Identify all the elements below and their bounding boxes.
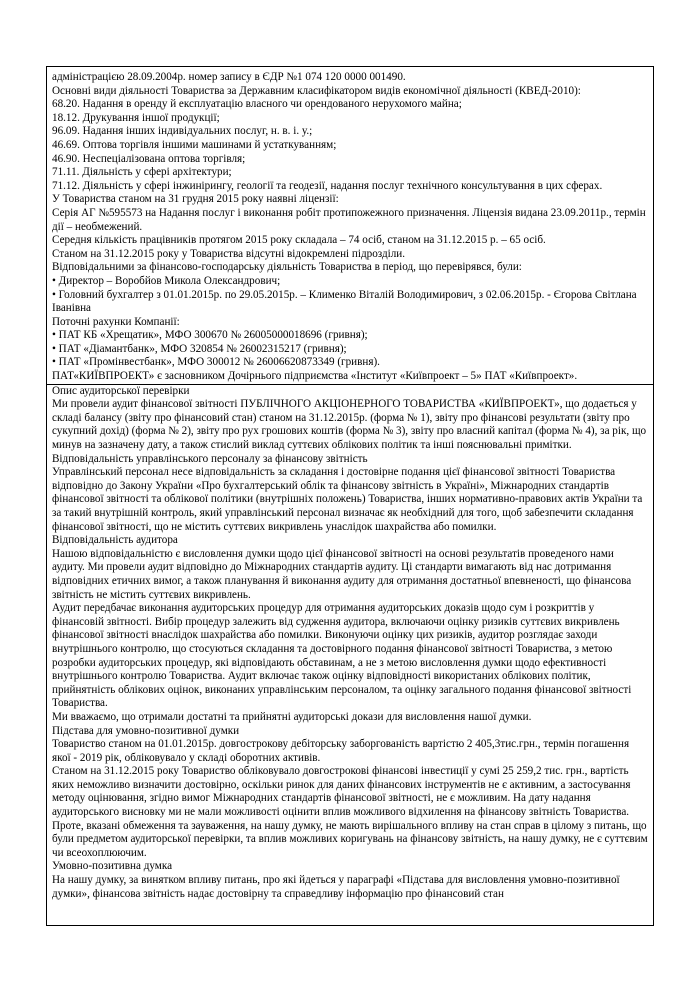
audit-evidence-paragraph: Ми вважаємо, що отримали достатні та прийнятні аудиторські докази для висловлення нашої думки. xyxy=(52,710,532,723)
accounts-heading: Поточні рахунки Компанії: xyxy=(52,315,180,328)
registration-line: адміністрацією 28.09.2004р. номер запису в ЄДР №1 074 120 0000 001490. xyxy=(52,71,406,83)
activity-item: 71.12. Діяльність у сфері інжинірингу, геології та геодезії, надання послуг технічного консультування в цих сферах. xyxy=(52,179,603,192)
activity-item: 68.20. Надання в оренду й експлуатацію власного чи орендованого нерухомого майна; xyxy=(52,98,462,111)
limitations-paragraph: Проте, вказані обмеження та зауваження, на нашу думку, не мають вирішального впливу на стан справ в цілому з питань, що були предметом аудиторської перевірки, та вплив можливих коригувань на фінансову звітність, на нашу думку, не є суттєвим чи всеохоплюючим. xyxy=(52,819,648,859)
section-heading: Умовно-позитивна думка xyxy=(52,860,173,873)
activity-item: 71.11. Діяльність у сфері архітектури; xyxy=(52,166,232,179)
activity-item: 46.69. Оптова торгівля іншими машинами й устаткуванням; xyxy=(52,138,337,151)
section-heading: Відповідальність аудитора xyxy=(52,534,178,547)
document-page xyxy=(46,66,654,926)
section-heading: Підстава для умовно-позитивної думки xyxy=(52,724,240,737)
responsible-item: • Директор – Воробйов Микола Олександрович; xyxy=(52,274,281,287)
licenses-intro: У Товариства станом на 31 грудня 2015 року наявні ліцензії: xyxy=(52,193,339,206)
basis-paragraph: Товариство станом на 01.01.2015р. довгострокову дебіторську заборгованість вартістю 2 405,3тис.грн., термін погашення якої - 2019 рік, обліковувало у складі оборотних активів. xyxy=(52,738,630,764)
investments-paragraph: Станом на 31.12.2015 року Товариство обліковувало довгострокові фінансові інвестиції у сумі 25 259,2 тис. грн., вартість яких неможливо визначити достовірно, оскільки ринок для даних фінансових інструментів не є активним, а застосування методу оцінювання, згідно вимог Міжнародних стандартів фінансової звітності, не є можливим. На дату надання аудиторського висновку ми не мали можливості оцінити вплив можливого відхилення на фінансову звітність Товариства. xyxy=(52,765,631,819)
account-item: • ПАТ КБ «Хрещатик», МФО 300670 № 26005000018696 (гривня); xyxy=(52,329,368,342)
founder-paragraph: ПАТ«КИЇВПРОЕКТ» є засновником Дочірнього підприємства «Інститут «Київпроект – 5» ПАТ «Київпроект». xyxy=(52,370,578,383)
activities-intro: Основні види діяльності Товариства за Державним класифікатором видів економічної діяльності (КВЕД-2010): xyxy=(52,84,581,97)
management-responsibility-paragraph: Управлінський персонал несе відповідальність за складання і достовірне подання цієї фінансової звітності Товариства відповідно до Закону України «Про бухгалтерський облік та фінансову звітність в Україні», Міжнародних стандартів фінансової звітності та облікової політики (внутрішніх положень) Товариства, інших нормативно-правових актів України та за такий внутрішній контроль, який управлінський персонал визначає як необхідний для того, щоб забезпечити складання фінансової звітності, що не містить суттєвих викривлень унаслідок шахрайства або помилки. xyxy=(52,466,643,533)
employees-paragraph: Середня кількість працівників протягом 2015 року складала – 74 осіб, станом на 31.12.2015 р. – 65 осіб. xyxy=(52,234,546,247)
account-item: • ПАТ «Діамантбанк», МФО 320854 № 26002315217 (гривня); xyxy=(52,342,347,355)
activity-item: 46.90. Неспеціалізована оптова торгівля; xyxy=(52,152,246,165)
responsible-intro: Відповідальними за фінансово-господарську діяльність Товариства в період, що перевірявся, були: xyxy=(52,261,522,274)
auditor-responsibility-paragraph: Нашою відповідальністю є висловлення думки щодо цієї фінансової звітності на основі результатів проведеного нами аудиту. Ми провели аудит відповідно до Міжнародних стандартів аудиту. Ці стандарти вимагають від нас дотримання відповідних етичних вимог, а також планування й виконання аудиту для отримання достатньої впевненості, що фінансова звітність не містить суттєвих викривлень. xyxy=(52,547,632,601)
activity-item: 96.09. Надання інших індивідуальних послуг, н. в. і. у.; xyxy=(52,125,313,138)
section-heading: Відповідальність управлінського персоналу за фінансову звітність xyxy=(52,452,368,465)
activity-item: 18.12. Друкування іншої продукції; xyxy=(52,111,220,124)
account-item: • ПАТ «Промінвестбанк», МФО 300012 № 26006620873349 (гривня). xyxy=(52,356,380,369)
audit-procedures-paragraph: Аудит передбачає виконання аудиторських процедур для отримання аудиторських доказів щодо сум і розкриттів у фінансовій звітності. Вибір процедур залежить від судження аудитора, включаючи оцінку ризиків суттєвих викривлень фінансової звітності внаслідок шахрайства або помилки. Виконуючи оцінку цих ризиків, аудитор розглядає заходи внутрішнього контролю, що стосуються складання та достовірного подання фінансової звітності Товариства, з метою розробки аудиторських процедур, які відповідають обставинам, а не з метою висловлення думки щодо ефективності внутрішнього контролю Товариства. Аудит включає також оцінку відповідності використаних облікових політик, прийнятність облікових оцінок, виконаних управлінським персоналом, та оцінку загального подання фінансової звітності Товариства. xyxy=(52,602,632,710)
section-heading: Опис аудиторської перевірки xyxy=(52,384,190,397)
subdivisions-paragraph: Станом на 31.12.2015 року у Товариства відсутні відокремлені підрозділи. xyxy=(52,247,406,260)
license-item: Серія АГ №595573 на Надання послуг і виконання робіт протипожежного призначення. Ліцензія видана 23.09.2011р., термін дії – необмежений. xyxy=(52,206,646,233)
audit-description-paragraph: Ми провели аудит фінансової звітності ПУБЛІЧНОГО АКЦІОНЕРНОГО ТОВАРИСТВА «КИЇВПРОЕКТ», що додається у складі балансу (звіту про фінансовий стан) станом на 31.12.2015р. (форма № 1), звіту про фінансові результати (звіту про сукупний дохід) (форма № 2), звіту про рух грошових коштів (форма № 3), звіту про власний капітал (форма № 4), за рік, що минув на зазначену дату, а також стислий виклад суттєвих облікових політик та інші пояснювальні примітки. xyxy=(52,398,647,452)
responsible-item: • Головний бухгалтер з 01.01.2015р. по 29.05.2015р. – Клименко Віталій Володимирович, з 02.06.2015р. - Єгорова Світлана Іванівна xyxy=(52,288,637,315)
opinion-paragraph: На нашу думку, за винятком впливу питань, про які йдеться у параграфі «Підстава для висловлення умовно-позитивної думки», фінансова звітність надає достовірну та справедливу інформацію про фінансовий стан xyxy=(52,874,620,900)
